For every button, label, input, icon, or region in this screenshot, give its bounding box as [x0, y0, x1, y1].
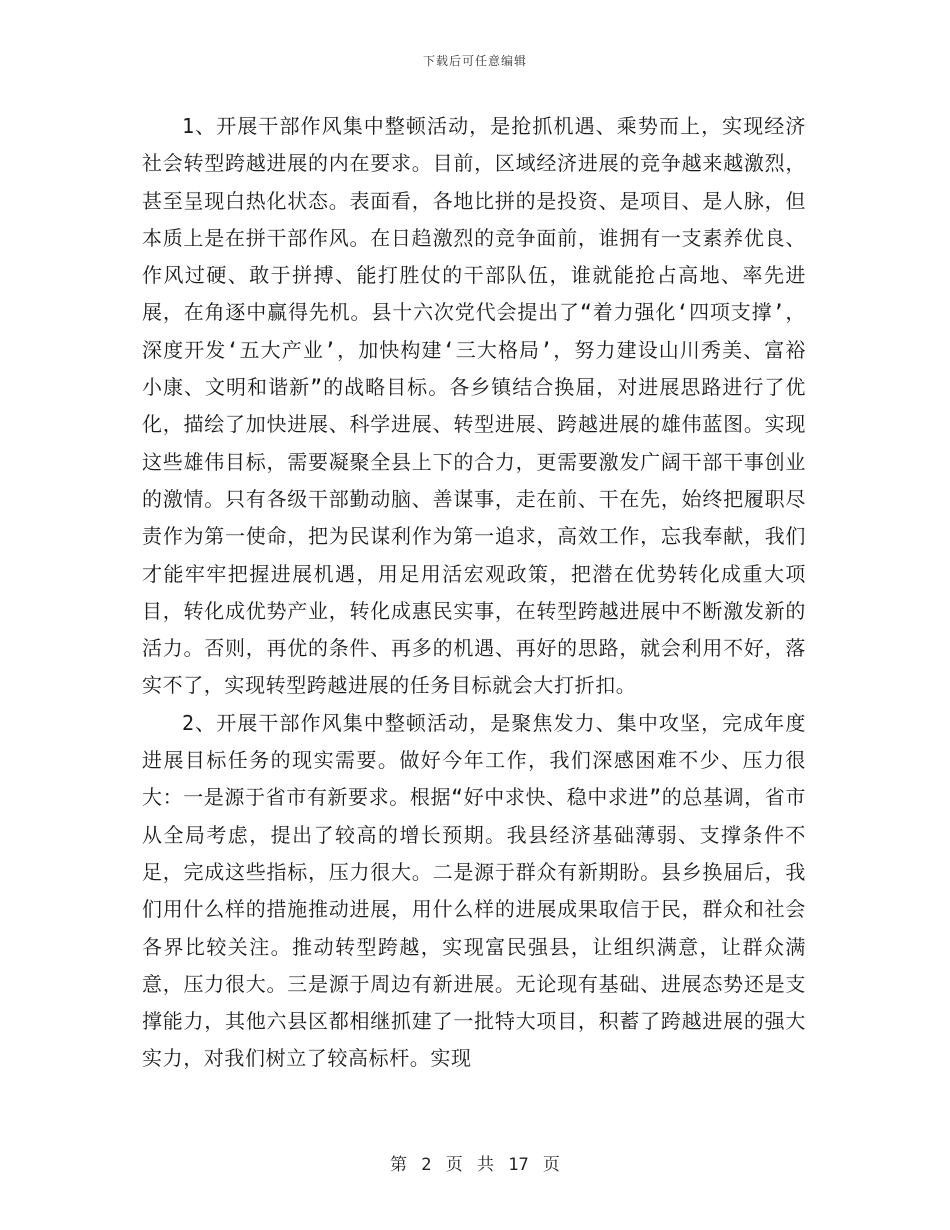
document-body	[142, 108, 806, 1078]
paragraph-2: 2、开展干部作风集中整顿活动，是聚焦发力、集中攻坚，完成年度进展目标任务的现实需要。做好今年工作，我们深感困难不少、压力很大：一是源于省市有新要求。根据“好中求快、稳中求进”的总基调，省市从全局考虑，提出了较高的增长预期。我县经济基础薄弱、支撑条件不足，完成这些指标，压力很大。二是源于群众有新期盼。县乡换届后，我们用什么样的措施推动进展，用什么样的进展成果取信于民，群众和社会各界比较关注。推动转型跨越，实现富民强县，让组织满意，让群众满意，压力很大。三是源于周边有新进展。无论现有基础、进展态势还是支撑能力，其他六县区都相继抓建了一批特大项目，积蓄了跨越进展的强大实力，对我们树立了较高标杆。实现	[142, 710, 806, 1071]
page-number-footer: 第 2 页 共 17 页	[390, 1155, 560, 1175]
page-header: 下载后可任意编辑	[422, 54, 527, 68]
paragraph-1: 1、开展干部作风集中整顿活动，是抢抓机遇、乘势而上，实现经济社会转型跨越进展的内在要求。目前，区域经济进展的竞争越来越激烈，甚至呈现白热化状态。表面看，各地比拼的是投资、是项目、是人脉，但本质上是在拼干部作风。在日趋激烈的竞争面前，谁拥有一支素养优良、作风过硬、敢于拼搏、能打胜仗的干部队伍，谁就能抢占高地、率先进展，在角逐中赢得先机。县十六次党代会提出了“着力强化‘四项支撑’，深度开发‘五大产业’，加快构建‘三大格局’，努力建设山川秀美、富裕小康、文明和谐新”的战略目标。各乡镇结合换届，对进展思路进行了优化，描绘了加快进展、科学进展、转型进展、跨越进展的雄伟蓝图。实现这些雄伟目标，需要凝聚全县上下的合力，更需要激发广阔干部干事创业的激情。只有各级干部勤动脑、善谋事，走在前、干在先，始终把履职尽责作为第一使命，把为民谋利作为第一追求，高效工作，忘我奉献，我们才能牢牢把握进展机遇，用足用活宏观政策，把潜在优势转化成重大项目，转化成优势产业，转化成惠民实事，在转型跨越进展中不断激发新的活力。否则，再优的条件、再多的机遇、再好的思路，就会利用不好，落实不了，实现转型跨越进展的任务目标就会大打折扣。	[142, 114, 806, 698]
